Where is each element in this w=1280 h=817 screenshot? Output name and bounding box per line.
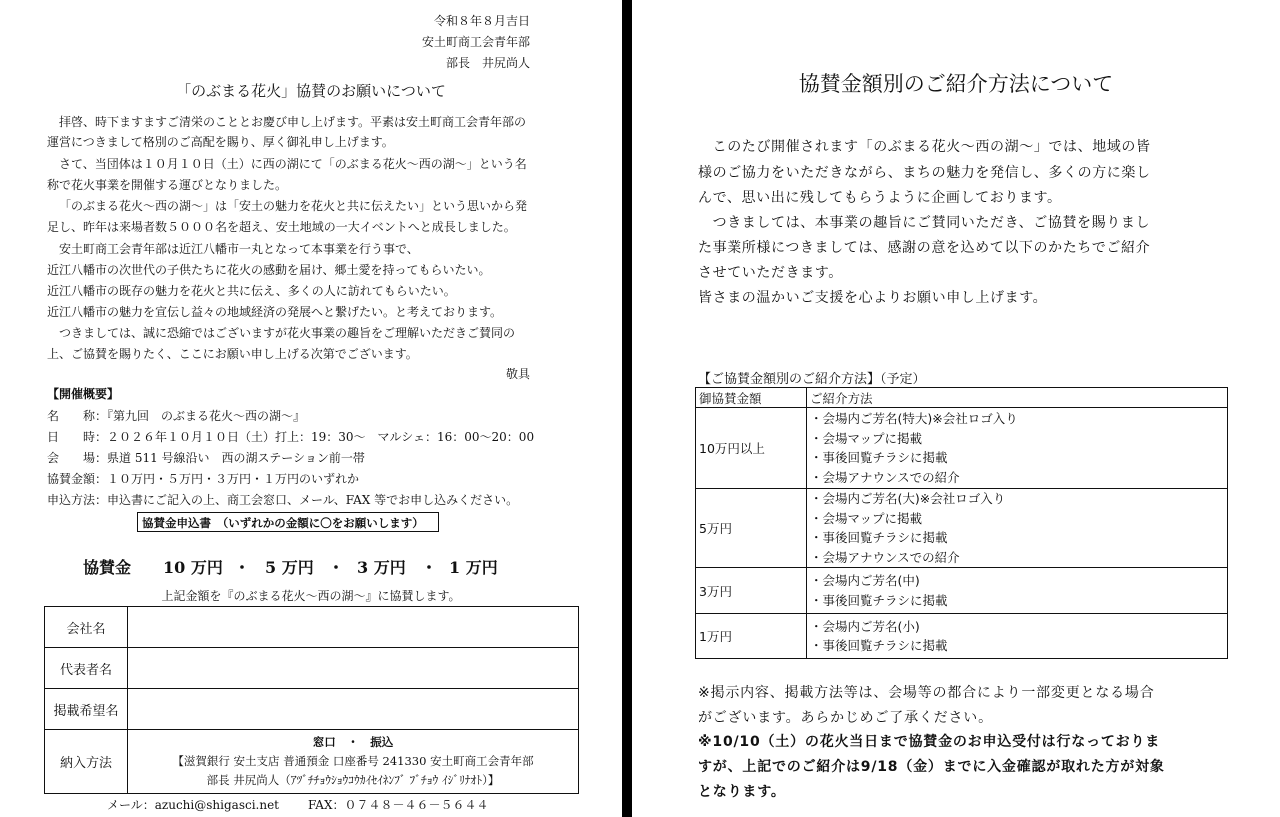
application-form-table	[44, 606, 579, 794]
body-line: 運営につきまして格別のご高配を賜り、厚く御礼申し上げます。	[47, 135, 394, 149]
body-line: さて、当団体は１０月１０日（土）に西の湖にて「のぶまる花火～西の湖～」という名	[59, 157, 527, 171]
method-item: ・会場アナウンスでの紹介	[810, 549, 960, 565]
intro-line: 様のご協力をいただきながら、まちの魅力を発信し、多くの方に楽し	[698, 165, 1151, 181]
amount-option-100k[interactable]: 10 万円	[163, 558, 223, 577]
payment-method-cell	[128, 730, 579, 794]
method-item: ・会場内ご芳名(特大)※会社ロゴ入り	[810, 411, 1018, 426]
company-name-field[interactable]	[128, 607, 579, 648]
method-item: ・事後回覧チラシに掲載	[810, 530, 948, 545]
amount-label: 協賛金	[83, 558, 132, 577]
overview-venue: 会 場：県道 511 号線沿い 西の湖ステーション前一帯	[47, 451, 365, 465]
footer-email: メール：azuchi@shigasci.net	[107, 798, 279, 812]
method-item: ・会場マップに掲載	[810, 430, 923, 446]
amount-separator: ・	[421, 558, 438, 577]
method-item: ・会場アナウンスでの紹介	[810, 469, 960, 485]
fee-row-methods	[807, 489, 1228, 568]
method-item: ・会場内ご芳名(中)	[810, 573, 920, 588]
left-document-page	[0, 0, 622, 817]
right-title: 協賛金額別のご紹介方法について	[798, 72, 1114, 96]
body-line: 上、ご協賛を賜りたく、ここにお願い申し上げる次第でございます。	[47, 347, 418, 361]
left-title: 「のぶまる花火」協賛のお願いについて	[176, 82, 446, 100]
amount-separator: ・	[328, 558, 345, 577]
agree-text: 上記金額を『のぶまる花火～西の湖～』に協賛します。	[161, 589, 461, 603]
body-line: つきましては、誠に恐縮ではございますが花火事業の趣旨をご理解いただきご賛同の	[59, 326, 516, 340]
method-item: ・事後回覧チラシに掲載	[810, 592, 948, 608]
intro-line: このたび開催されます「のぶまる花火～西の湖～」では、地域の皆	[698, 139, 1151, 155]
fee-row-amount: 5万円	[696, 489, 807, 568]
note-line: ※掲示内容、掲載方法等は、会場等の都合により一部変更となる場合	[698, 685, 1155, 701]
right-document-page	[632, 0, 1280, 817]
company-name-label: 会社名	[45, 607, 128, 648]
method-item: ・会場内ご芳名(大)※会社ロゴ入り	[810, 491, 1006, 506]
deadline-note-line: ※10/10（土）の花火当日まで協賛金のお申込受付は行なっておりま	[698, 734, 1161, 750]
representative-field[interactable]	[128, 648, 579, 689]
display-name-label: 掲載希望名	[45, 689, 128, 730]
amount-option-50k[interactable]: 5 万円	[265, 558, 314, 577]
header-org: 安土町商工会青年部	[421, 35, 530, 49]
overview-amounts: 協賛金額：１０万円・５万円・３万円・１万円のいずれか	[47, 472, 360, 486]
method-item: ・事後回覧チラシに掲載	[810, 450, 948, 465]
representative-label: 代表者名	[45, 648, 128, 689]
fee-table	[695, 387, 1228, 659]
application-form-title: 協賛金申込書 （いずれかの金額に〇をお願いします）	[137, 512, 439, 532]
method-item: ・会場マップに掲載	[810, 510, 923, 526]
fee-row-amount: 3万円	[696, 568, 807, 614]
intro-line: んで、思い出に残してもらうように企画しております。	[698, 190, 1062, 206]
body-line: 近江八幡市の次世代の子供たちに花火の感動を届け、郷土愛を持ってもらいたい。	[47, 263, 491, 277]
method-item: ・会場内ご芳名(小)	[810, 618, 920, 634]
header-date: 令和８年８月吉日	[433, 14, 530, 28]
fee-row-methods	[807, 568, 1228, 614]
overview-name: 名 称：『第九回 のぶまる花火～西の湖～』	[47, 409, 306, 423]
body-line: 足し、昨年は来場者数５０００名を超え、安土地域の一大イベントへと成長しました。	[47, 220, 516, 234]
deadline-note-line: となります。	[698, 784, 786, 800]
header-chief: 部長 井尻尚人	[445, 56, 530, 70]
fee-row-methods	[807, 614, 1228, 659]
amount-separator: ・	[234, 558, 251, 577]
account-holder: 部長 井尻尚人（ｱﾂﾞﾁﾁｮｳｼｮｳｺｳｶｲｾｲﾈﾝﾌﾞ ﾌﾞﾁｮｳ ｲｼﾞﾘﾅｵﾄ）】	[206, 773, 500, 787]
body-line: 称で花火事業を開催する運びとなりました。	[47, 178, 288, 192]
closing-keigu: 敬具	[505, 367, 530, 381]
fee-table-heading: 【ご協賛金額別のご紹介方法】（予定）	[698, 372, 926, 387]
overview-heading: 【開催概要】	[47, 387, 120, 401]
intro-line: させていただきます。	[698, 265, 843, 281]
payment-options: 窓口 ・ 振込	[312, 735, 394, 749]
method-item: ・事後回覧チラシに掲載	[810, 638, 948, 653]
display-name-field[interactable]	[128, 689, 579, 730]
fee-row-amount: 10万円以上	[696, 408, 807, 489]
body-line: 「のぶまる花火～西の湖～」は「安土の魅力を花火と共に伝えたい」という思いから発	[59, 199, 528, 213]
fee-row-amount: 1万円	[696, 614, 807, 659]
intro-line: た事業所様につきましては、感謝の意を込めて以下のかたちでご紹介	[698, 240, 1151, 256]
fee-row-methods	[807, 408, 1228, 489]
body-line: 近江八幡市の既存の魅力を花火と共に伝え、多くの人に訪れてもらいたい。	[47, 284, 456, 298]
body-line: 安土町商工会青年部は近江八幡市一丸となって本事業を行う事で、	[59, 242, 419, 256]
deadline-note-line: すが、上記でのご紹介は9/18（金）までに入金確認が取れた方が対象	[698, 759, 1165, 775]
note-line: がございます。あらかじめご了承ください。	[698, 710, 993, 726]
intro-line: つきましては、本事業の趣旨にご賛同いただき、ご協賛を賜りまし	[698, 215, 1151, 231]
bank-info: 【滋賀銀行 安土支店 普通預金 口座番号 241330 安土町商工会青年部	[172, 754, 534, 768]
body-line: 近江八幡市の魅力を宣伝し益々の地域経済の発展へと繋げたい。と考えております。	[47, 305, 503, 319]
overview-application: 申込方法：申込書にご記入の上、商工会窓口、メール、FAX 等でお申し込みください。	[47, 493, 519, 507]
fee-header-method: ご紹介方法	[807, 388, 1228, 408]
amount-option-30k[interactable]: 3 万円	[357, 558, 406, 577]
payment-method-label: 納入方法	[45, 730, 128, 794]
footer-fax: FAX：０７４８－４６－５６４４	[308, 798, 489, 812]
intro-line: 皆さまの温かいご支援を心よりお願い申し上げます。	[698, 290, 1048, 306]
fee-header-amount: 御協賛金額	[696, 388, 807, 408]
overview-datetime: 日 時：２０２６年１０月１０日（土）打上：19：30～ マルシェ：16：00～20：00	[47, 430, 535, 444]
amount-option-10k[interactable]: 1 万円	[449, 558, 498, 577]
body-line: 拝啓、時下ますますご清栄のこととお慶び申し上げます。平素は安土町商工会青年部の	[59, 115, 527, 129]
